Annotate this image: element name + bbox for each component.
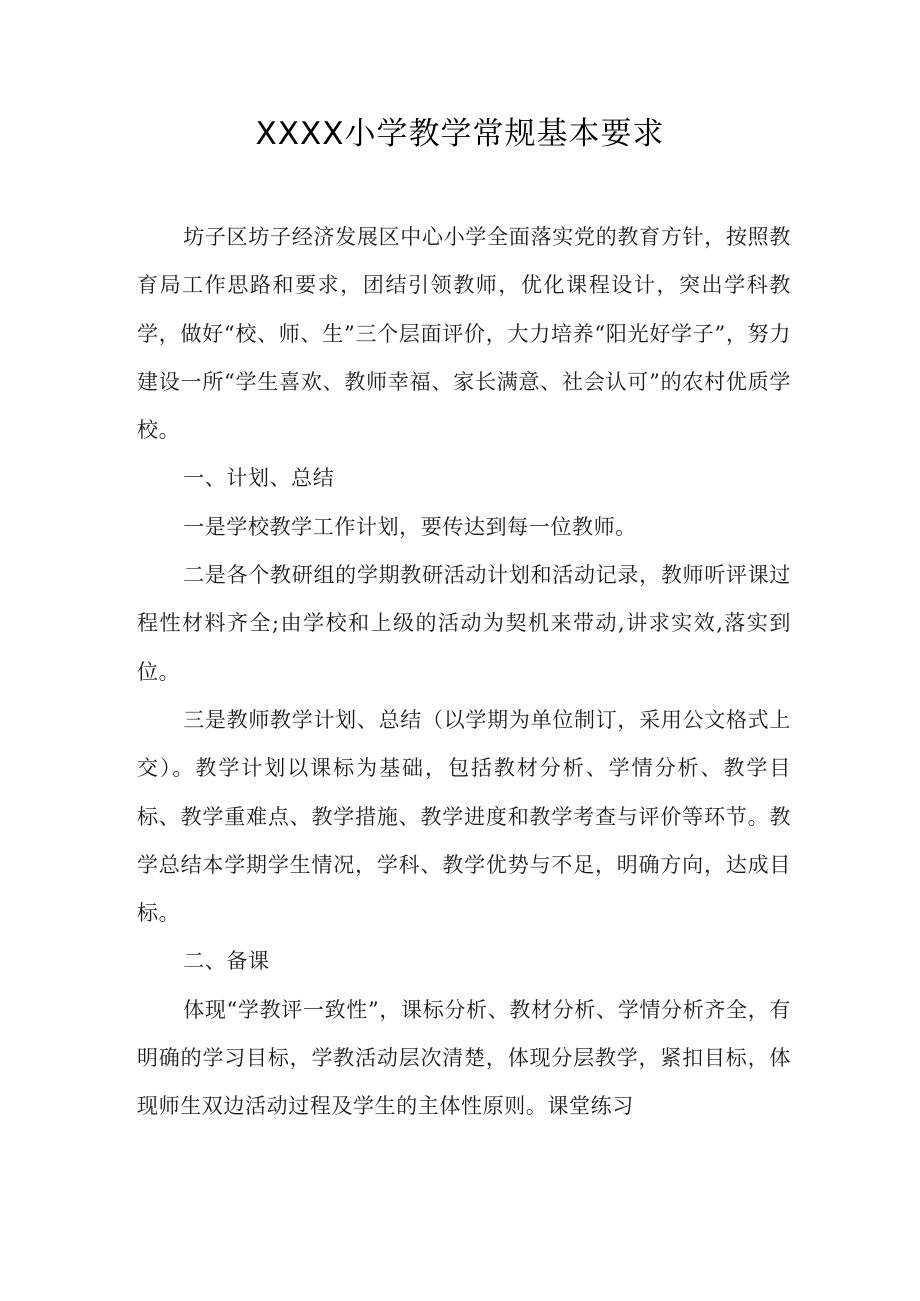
section-heading-plan-summary: 一、计划、总结 [183,466,335,491]
paragraph-lesson-prep: 体现“学教评一致性”，课标分析、教材分析、学情分析齐全，有明确的学习目标，学教活动层次清楚，体现分层教学，紧扣目标，体现师生双边活动过程及学生的主体性原则。课堂练习 [137,997,791,1119]
intro-paragraph: 坊子区坊子经济发展区中心小学全面落实党的教育方针，按照教育局工作思路和要求，团结引领教师，优化课程设计，突出学科教学，做好“校、师、生”三个层面评价，大力培养“阳光好学子”，努力建设一所“学生喜欢、教师幸福、家长满意、社会认可”的农村优质学校。 [137,225,791,443]
paragraph-research-group-plan: 二是各个教研组的学期教研活动计划和活动记录，教师听评课过程性材料齐全;由学校和上级的活动为契机来带动,讲求实效,落实到位。 [137,563,791,684]
section-heading-lesson-prep: 二、备课 [183,949,270,974]
paragraph-teacher-plan: 三是教师教学计划、总结（以学期为单位制订，采用公文格式上交）。教学计划以课标为基础，包括教材分析、学情分析、教学目标、教学重难点、教学措施、教学进度和教学考查与评价等环节。教学总结本学期学生情况，学科、教学优势与不足，明确方向，达成目标。 [137,707,791,926]
document-body [137,213,791,1131]
page-title: XXXX小学教学常规基本要求 [255,116,665,152]
paragraph-school-plan: 一是学校教学工作计划，要传达到每一位教师。 [183,514,637,539]
